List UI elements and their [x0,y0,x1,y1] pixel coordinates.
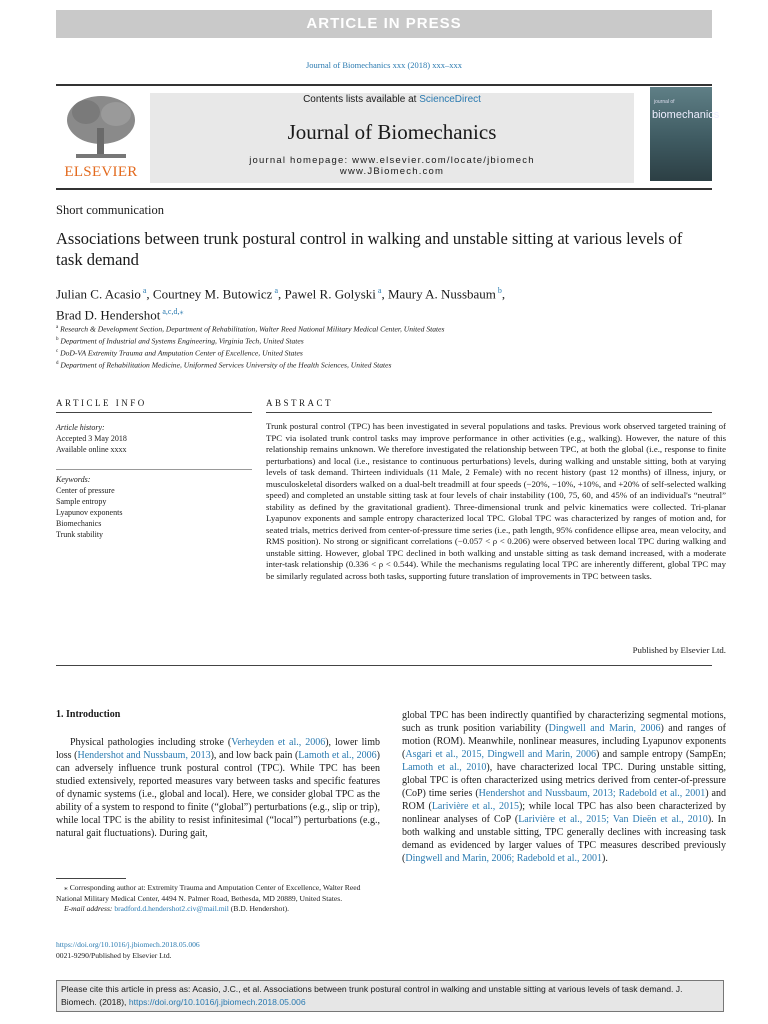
citation-link[interactable]: Larivière et al., 2015 [431,801,519,812]
cover-small-text: journal of [654,99,675,105]
cover-title: biomechanics [652,109,720,121]
journal-reference-link[interactable]: Journal of Biomechanics xxx (2018) xxx–xxx [305,60,463,70]
email-link[interactable]: bradford.d.hendershot2.civ@mail.mil [114,904,229,913]
citation-link[interactable]: Dingwell and Marin, 2006; Radebold et al., 2001 [405,853,602,864]
keyword-item: Trunk stability [56,530,104,539]
journal-title: Journal of Biomechanics [287,120,497,144]
citation-link[interactable]: Lamoth et al., 2010 [402,762,487,773]
affiliation-item: $^b$ Department of Industrial and Systems Engineering, Virginia Tech, United States [56,336,304,346]
footnote-rule [56,878,126,879]
homepage-line-1[interactable]: journal homepage: www.elsevier.com/locate/jbiomech [249,155,535,166]
author-name[interactable]: Brad D. Hendershot [56,307,161,323]
author-name[interactable]: Courtney M. Butowicz [152,286,273,302]
author-name[interactable]: Julian C. Acasio [56,286,141,302]
homepage-line-2[interactable]: www.JBiomech.com [339,166,445,177]
online-date: Available online xxxx [56,445,127,454]
author-name[interactable]: Pawel R. Golyski [284,286,376,302]
keyword-item: Biomechanics [56,519,102,528]
email-suffix: (B.D. Hendershot). [228,904,289,913]
article-type: Short communication [56,203,164,217]
citation-text: Please cite this article in press as: Acasio, J.C., et al. Associations between trunk postural control in walking and unstable sitting at various levels of task demand. J. Biomech. (2018), [61,984,683,1007]
info-rule-left [56,412,252,413]
author-affiliation-mark[interactable]: a [375,286,382,295]
author-affiliation-mark[interactable]: a,c,d,⁎ [160,307,184,317]
introduction-column-1 [56,736,380,840]
citation-doi-link[interactable]: https://doi.org/10.1016/j.jbiomech.2018.05.006 [128,997,306,1007]
intro-paragraph-1: Physical pathologies including stroke (Verheyden et al., 2006), lower limb loss (Hendershot and Nussbaum, 2013), and low back pain (Lamoth et al., 2006) can adversely influence trunk postural control (TPC). While TPC has been studied extensively, reported measures vary between tasks and specific features of dynamic systems (i.e., global and local). Here, we consider global TPC as the ability of a system to respond to finite (“global”) perturbations (e.g., slip or trip), while local TPC is the ability to resist infinitesimal (“local”) perturbations (e.g., natural gait fluctuations). During gait, [56,737,380,839]
article-in-press-banner: ARTICLE IN PRESS [56,10,712,38]
author-list: Julian C. Acasio $^a$, Courtney M. Butowicz $^a$, Pawel R. Golyski $^a$, Maury A. Nussbaum $^b$, Brad D. Hendershot $^{a,c,d,⁎}$ [56,286,509,323]
citation-link[interactable]: Verheyden et al., 2006 [231,737,326,748]
doi-block [56,940,380,961]
keyword-item: Center of pressure [56,486,115,495]
citation-link[interactable]: Asgari et al., 2015, Dingwell and Marin, 2006 [405,749,596,760]
article-info-heading: ARTICLE INFO [56,398,147,408]
corresponding-author-footnote [56,883,380,915]
citation-link[interactable]: Hendershot and Nussbaum, 2013; Radebold et al., 2001 [478,788,706,799]
accepted-date: Accepted 3 May 2018 [56,434,127,443]
keyword-item: Lyapunov exponents [56,508,123,517]
citation-box [56,980,724,1012]
author-affiliation-mark[interactable]: b [495,286,502,295]
citation-link[interactable]: Dingwell and Marin, 2006 [548,723,661,734]
author-affiliation-mark[interactable]: a [272,286,278,295]
sciencedirect-link[interactable]: ScienceDirect [419,94,481,105]
keyword-item: Sample entropy [56,497,107,506]
author-affiliation-mark[interactable]: a [140,286,147,295]
affiliation-list [56,323,696,371]
info-rule-right [266,412,712,413]
masthead-bottom-rule [56,188,712,190]
article-history [56,422,252,455]
journal-cover-image [650,87,720,181]
affiliation-item: $^d$ Department of Rehabilitation Medicine, Uniformed Services University of the Health Sciences, United States [56,360,392,370]
keywords-label: Keywords: [56,475,91,484]
author-name[interactable]: Maury A. Nussbaum [387,286,496,302]
contents-prefix: Contents lists available at [303,94,420,105]
history-label: Article history: [56,423,105,432]
abstract-bottom-rule [56,665,712,666]
citation-link[interactable]: Hendershot and Nussbaum, 2013 [77,750,211,761]
published-by: Published by Elsevier Ltd. [632,645,726,655]
abstract-text: Trunk postural control (TPC) has been investigated in several populations and tasks. Previous work observed targeted training of TPC via isolated trunk control tasks may improve performance in other activities (e.g., walking). However, the nature of this relationship remains unknown. We therefore investigated the relationship between TPC, at both the global (i.e., response to finite perturbations) and local (i.e., resistance to continuous perturbations) levels, during walking and unstable sitting, both at varying levels of task demand. Thirteen individuals (11 Male, 2 Female) with no recent history (past 12 months) of illness, injury, or musculoskeletal disorders walked on a dual-belt treadmill at four speeds (−20%, −10%, +10%, and +20% of self-selected walking speed) and completed an unstable sitting task at four levels of chair instability (100, 75, 60, and 45% of an individual's “neutral” stability as defined by the gravitational gradient). Three-dimensional trunk and pelvic kinematics were collected. Tri-planar Lyapunov exponents and sample entropy characterized local TPC. Global TPC was characterized by ranges of motion and, for seated trials, metrics derived from center-of-pressure time series (i.e., path length, 95% confidence ellipse area, mean velocity, and RMS position). No strong or significant correlations (−0.057 < ρ < 0.206) were observed between local TPC during walking and unstable sitting. However, global TPC declined in both walking and unstable sitting as task demand increased, with a moderate inter-task relationship (0.336 < ρ < 0.544). While the mechanisms regulating local TPC are inherently different, global TPC may be similarly regulated across both tasks, supporting future translation of improvements in TPC between tasks. [266,421,726,581]
citation-link[interactable]: Larivière et al., 2015; Van Dieën et al., 2010 [518,814,708,825]
doi-link[interactable]: https://doi.org/10.1016/j.jbiomech.2018.05.006 [56,940,200,949]
abstract-heading: ABSTRACT [266,398,334,408]
masthead-top-rule [56,84,712,86]
issn-line: 0021-9290/Published by Elsevier Ltd. [56,950,172,960]
citation-link[interactable]: Lamoth et al., 2006 [298,750,377,761]
journal-homepage[interactable] [150,155,634,177]
affiliation-item: $^c$ DoD-VA Extremity Trauma and Amputation Center of Excellence, United States [56,348,303,358]
contents-line [150,94,634,105]
article-title: Associations between trunk postural control in walking and unstable sitting at various levels of task demand [56,229,683,269]
keyword-list [56,485,252,540]
introduction-column-2: global TPC has been indirectly quantified by characterizing segmental motions, such as trunk position variability (Dingwell and Marin, 2006) and ranges of motion (ROM). Meanwhile, nonlinear measures, including Lyapunov exponents (Asgari et al., 2015, Dingwell and Marin, 2006) and sample entropy (SampEn; Lamoth et al., 2010), have characterized local TPC. During unstable sitting, global TPC is often characterized using metrics derived from center-of-pressure (CoP) time series (Hendershot and Nussbaum, 2013; Radebold et al., 2001) and ROM (Larivière et al., 2015); while local TPC has also been characterized by nonlinear analyses of CoP (Larivière et al., 2015; Van Dieën et al., 2010). In both walking and unstable sitting, TPC generally declines with increasing task demand as evidenced by larger values of TPC measures described previously (Dingwell and Marin, 2006; Radebold et al., 2001). [402,710,726,864]
elsevier-wordmark: ELSEVIER [64,164,138,180]
corresponding-address: ⁎ Corresponding author at: Extremity Trauma and Amputation Center of Excellence, Walter Reed National Military Medical Center, 4494 N. Palmer Road, Bethesda, MD 20889, United States. [56,883,361,903]
keywords [56,469,252,540]
introduction-heading: 1. Introduction [56,709,121,720]
affiliation-item: $^a$ Research & Development Section, Department of Rehabilitation, Walter Reed National Military Medical Center, United States [56,324,445,334]
email-label: E-mail address: [64,904,115,913]
